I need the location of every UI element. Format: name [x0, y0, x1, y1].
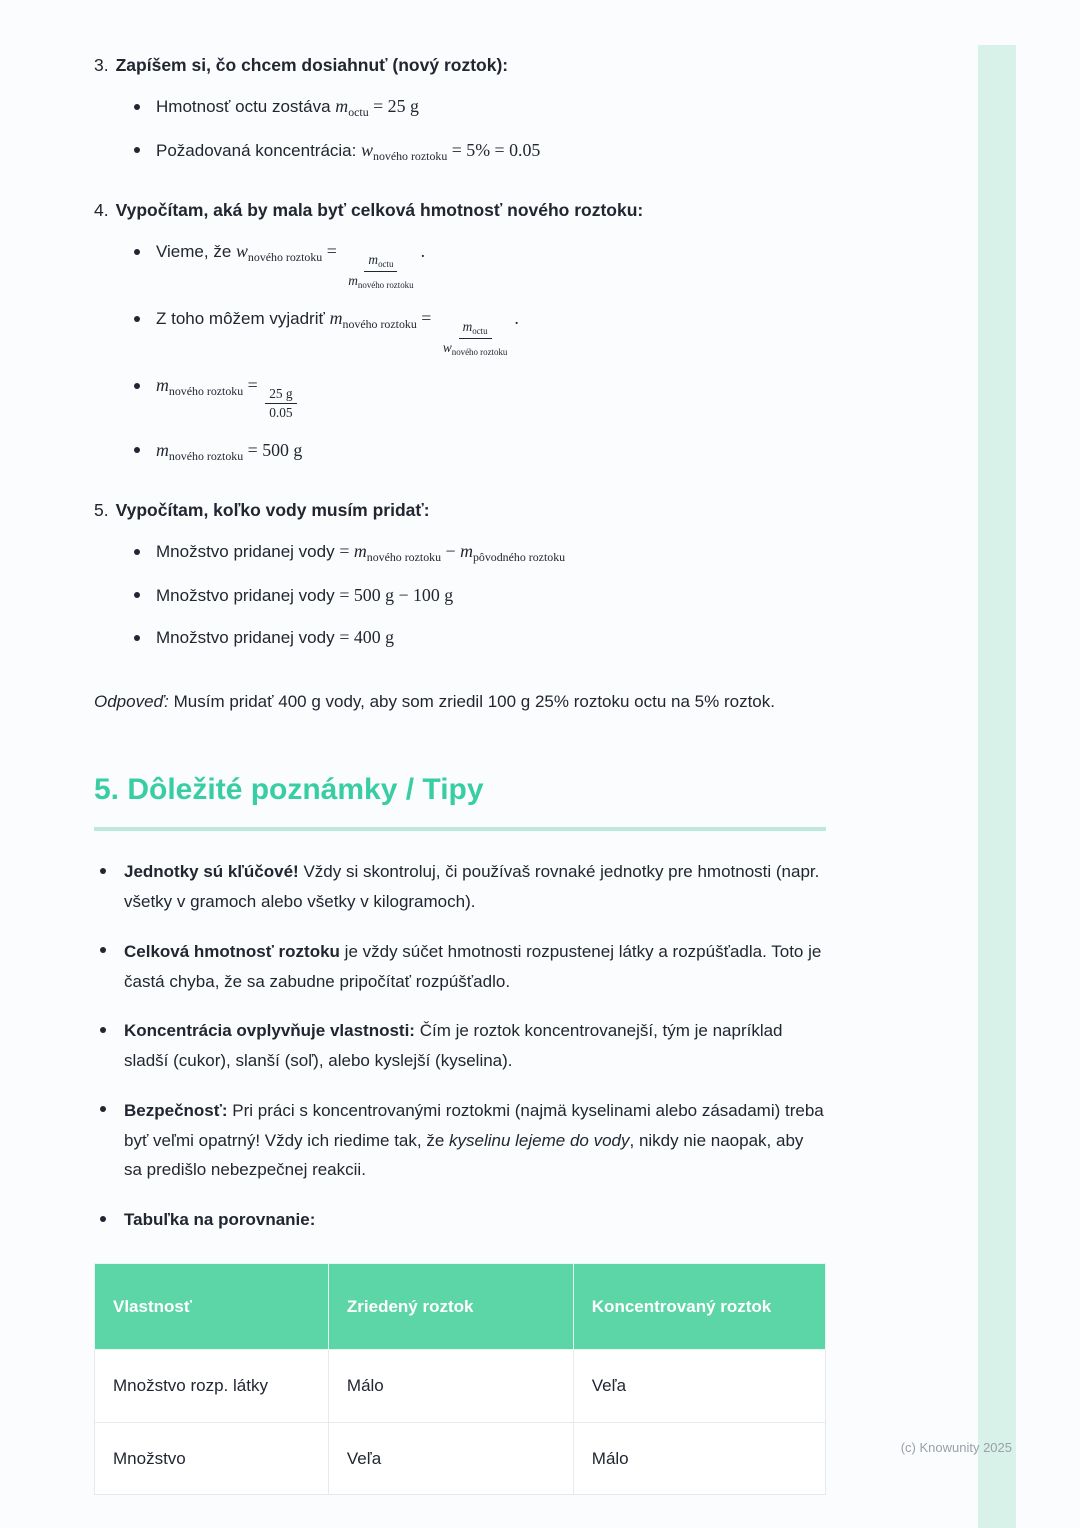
- tips-list: [94, 857, 826, 1235]
- step-3: [94, 52, 826, 165]
- table-header-cell: Koncentrovaný roztok: [573, 1263, 825, 1350]
- fraction: $\frac{m_{octu}}{m_{nového roztoku}}$: [348, 252, 414, 290]
- table-cell: Množstvo rozp. látky: [95, 1350, 329, 1423]
- bullet-item: Hmotnosť octu zostáva $m_{octu} = 25$ g: [122, 93, 826, 121]
- fraction: $\frac{m_{octu}}{w_{nového roztoku}}$: [442, 319, 508, 357]
- copyright-text: (c) Knowunity 2025: [900, 1440, 1012, 1455]
- step-title-text: Vypočítam, aká by mala byť celková hmotnosť nového roztoku:: [115, 199, 644, 220]
- bullet-item: Množstvo pridanej vody = 400 g: [122, 624, 826, 652]
- step-title: [94, 197, 826, 223]
- tip-item: Celková hmotnosť roztoku je vždy súčet hmotnosti rozpustenej látky a rozpúšťadla. Toto je častá chyba, že sa zabudne pripočítať rozpúšťadlo.: [94, 937, 826, 997]
- step-number: 5.: [94, 500, 109, 521]
- table-row: [95, 1350, 826, 1423]
- table-header-cell: Zriedený roztok: [328, 1263, 573, 1350]
- fraction: $\frac{25 g}{0.05}$: [265, 386, 296, 422]
- step-number: 3.: [94, 55, 109, 75]
- tip-item: Jednotky sú kľúčové! Vždy si skontroluj, či používaš rovnaké jednotky pre hmotnosti (napr. všetky v gramoch alebo všetky v kilogramoch).: [94, 857, 826, 917]
- bullet-item: $m_{nového roztoku} = 500$ g: [122, 437, 826, 465]
- table-cell: Málo: [573, 1422, 825, 1495]
- answer-paragraph: Odpoveď: Musím pridať 400 g vody, aby som zriedil 100 g 25% roztoku octu na 5% roztok.: [94, 691, 775, 711]
- comparison-table: [94, 1263, 826, 1496]
- table-cell: Množstvo: [95, 1422, 329, 1495]
- tip-item: Tabuľka na porovnanie:: [94, 1205, 826, 1235]
- tip-item: Koncentrácia ovplyvňuje vlastnosti: Čím je roztok koncentrovanejší, tým je napríklad sladší (cukor), slanší (soľ), alebo kyslejší (kyselina).: [94, 1016, 826, 1076]
- section-heading: 5. Dôležité poznámky / Tipy: [94, 773, 826, 831]
- table-cell: Málo: [328, 1350, 573, 1423]
- step-4: [94, 197, 826, 465]
- bullet-item: Množstvo pridanej vody = 500 g − 100 g: [122, 582, 826, 610]
- step-number: 4.: [94, 199, 109, 220]
- step-title: [94, 497, 826, 523]
- bullet-item: $m_{nového roztoku}$ = $\frac{25 g}{0.05}$: [122, 372, 826, 422]
- table-row: [95, 1422, 826, 1495]
- table-header-cell: Vlastnosť: [95, 1263, 329, 1350]
- table-cell: Veľa: [328, 1422, 573, 1495]
- tip-item: Bezpečnosť: Pri práci s koncentrovanými roztokmi (najmä kyselinami alebo zásadami) treba byť veľmi opatrný! Vždy ich riedime tak, že kyselinu lejeme do vody, nikdy nie naopak, aby sa predišlo nebezpečnej reakcii.: [94, 1096, 826, 1185]
- step-bullet-list: [122, 93, 826, 165]
- step-title-text: Zapíšem si, čo chcem dosiahnuť (nový roztok):: [115, 55, 509, 75]
- step-title-text: Vypočítam, koľko vody musím pridať:: [115, 500, 430, 521]
- table-header-row: [95, 1263, 826, 1350]
- step-bullet-list: [122, 538, 826, 652]
- step-bullet-list: [122, 238, 826, 465]
- bullet-item: Požadovaná koncentrácia: $w_{nového roztoku} = 5\% = 0.05$: [122, 137, 826, 165]
- bullet-item: Vieme, že $w_{nového roztoku}$ = $\frac{m_{octu}}{m_{nového roztoku}}$ .: [122, 238, 826, 290]
- step-5: [94, 497, 826, 652]
- step-title: [94, 52, 826, 78]
- bullet-item: Z toho môžem vyjadriť $m_{nového roztoku}$ = $\frac{m_{octu}}{w_{nového roztoku}}$ .: [122, 305, 826, 357]
- table-cell: Veľa: [573, 1350, 825, 1423]
- bullet-item: Množstvo pridanej vody = $m_{nového roztoku} - m_{pôvodného roztoku}$: [122, 538, 826, 566]
